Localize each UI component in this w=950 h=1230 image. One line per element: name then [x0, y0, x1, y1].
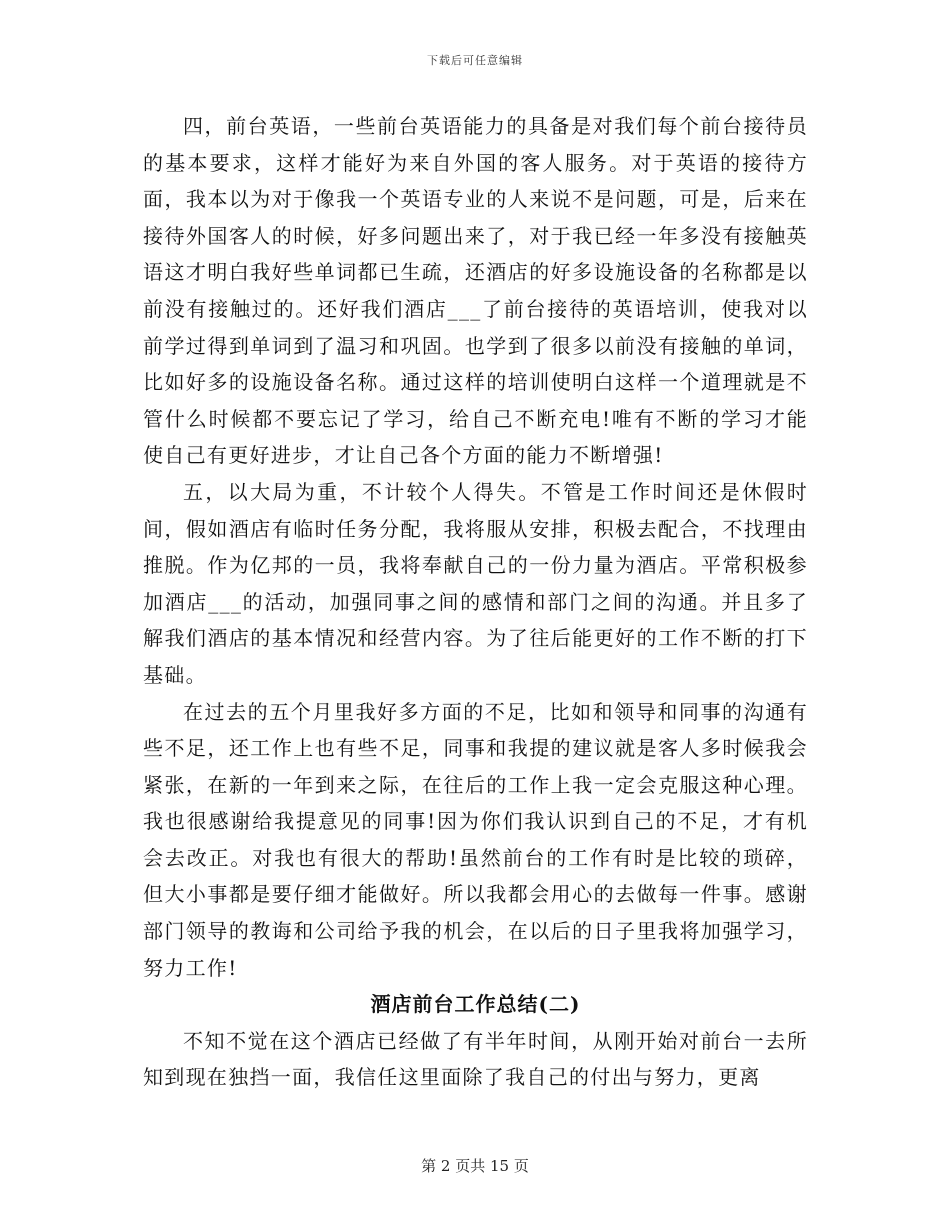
paragraph-front-desk-english: 四，前台英语，一些前台英语能力的具备是对我们每个前台接待员的基本要求，这样才能好为来自外国的客人服务。对于英语的接待方面，我本以为对于像我一个英语专业的人来说不是问题，可是，后来在接待外国客人的时候，好多问题出来了，对于我已经一年多没有接触英语这才明白我好些单词都已生疏，还酒店的好多设施设备的名称都是以前没有接触过的。还好我们酒店___了前台接待的英语培训，使我对以前学过得到单词到了温习和巩固。也学到了很多以前没有接触的单词，比如好多的设施设备名称。通过这样的培训使明白这样一个道理就是不管什么时候都不要忘记了学习，给自己不断充电!唯有不断的学习才能使自己有更好进步，才让自己各个方面的能力不断增强! [143, 114, 808, 468]
page-number-footer: 第 2 页共 15 页 [421, 1157, 529, 1175]
paragraph-teamwork: 五，以大局为重，不计较个人得失。不管是工作时间还是休假时间，假如酒店有临时任务分配，我将服从安排，积极去配合，不找理由推脱。作为亿邦的一员，我将奉献自己的一份力量为酒店。平常积极参加酒店___的活动，加强同事之间的感情和部门之间的沟通。并且多了解我们酒店的基本情况和经营内容。为了往后能更好的工作不断的打下基础。 [143, 479, 808, 687]
section-title: 酒店前台工作总结(二) [370, 992, 581, 1017]
paragraph-reflection: 在过去的五个月里我好多方面的不足，比如和领导和同事的沟通有些不足，还工作上也有些不足，同事和我提的建议就是客人多时候我会紧张，在新的一年到来之际，在往后的工作上我一定会克服这种心理。我也很感谢给我提意见的同事!因为你们我认识到自己的不足，才有机会去改正。对我也有很大的帮助!虽然前台的工作有时是比较的琐碎，但大小事都是要仔细才能做好。所以我都会用心的去做每一件事。感谢部门领导的教诲和公司给予我的机会，在以后的日子里我将加强学习，努力工作! [143, 699, 808, 980]
paragraph-section-two-intro: 不知不觉在这个酒店已经做了有半年时间，从刚开始对前台一去所知到现在独挡一面，我信任这里面除了我自己的付出与努力，更离 [143, 1028, 808, 1090]
document-body [143, 108, 808, 1096]
page-header: 下载后可任意编辑 [427, 54, 523, 67]
